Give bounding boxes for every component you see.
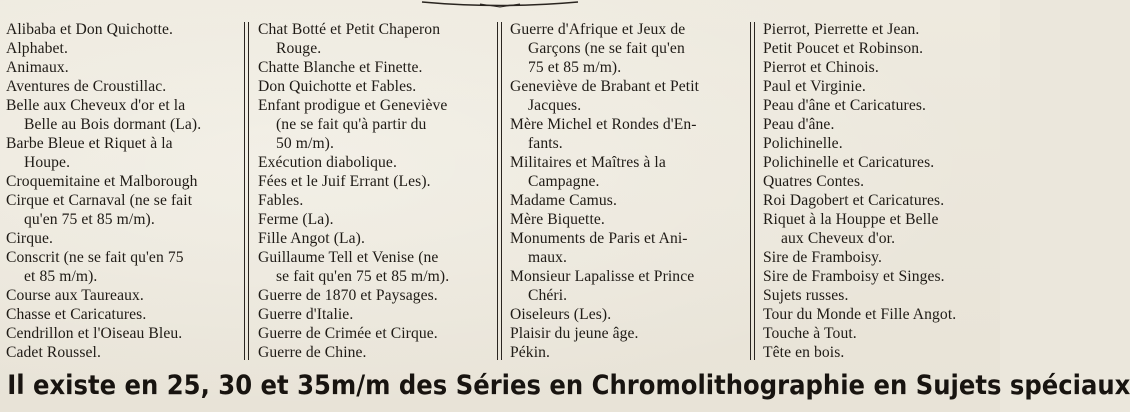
series-entry: [258, 210, 498, 229]
series-entry: [6, 343, 240, 362]
series-entry: [6, 172, 240, 191]
series-entry-line: Peau d'âne et Caricatures.: [763, 97, 927, 114]
series-entry-line: Quatres Contes.: [763, 173, 865, 190]
series-entry: [258, 77, 498, 96]
series-entry-line: Belle aux Cheveux d'or et la: [6, 97, 186, 114]
series-entry-line: Guerre d'Italie.: [258, 306, 354, 323]
series-entry: [763, 77, 998, 96]
series-entry: [763, 267, 998, 286]
series-entry-line: Monuments de Paris et Ani-: [510, 230, 688, 247]
series-entry-line: Ferme (La).: [258, 211, 334, 228]
series-entry-line: Chéri.: [528, 287, 568, 304]
series-entry: [510, 77, 750, 115]
series-entry-line: Mère Michel et Rondes d'En-: [510, 116, 697, 133]
series-entry-line: Animaux.: [6, 59, 69, 76]
series-entry-line: Geneviève de Brabant et Petit: [510, 78, 700, 95]
series-entry-line: Alibaba et Don Quichotte.: [6, 21, 174, 38]
series-entry-line: Cadet Roussel.: [6, 344, 101, 361]
series-entry-line: Enfant prodigue et Geneviève: [258, 97, 448, 114]
series-entry-line: Conscrit (ne se fait qu'en 75: [6, 249, 184, 266]
series-entry: [6, 58, 240, 77]
series-entry-line: Cendrillon et l'Oiseau Bleu.: [6, 325, 183, 342]
series-entry: [6, 20, 240, 39]
series-entry: [258, 343, 498, 362]
series-entry-line: Fables.: [258, 192, 304, 209]
series-entry-line: Don Quichotte et Fables.: [258, 78, 417, 95]
series-entry-line: Pékin.: [510, 344, 551, 361]
series-entry: [763, 343, 998, 362]
series-column-2: [258, 20, 498, 360]
series-entry-line: Guerre d'Afrique et Jeux de: [510, 21, 686, 38]
series-column-3: [510, 20, 750, 360]
series-entry-line: Cirque.: [6, 230, 54, 247]
series-entry-line: Peau d'âne.: [763, 116, 835, 133]
series-entry: [763, 20, 998, 39]
series-entry: [763, 96, 998, 115]
series-entry: [6, 134, 240, 172]
series-entry-line: Croquemitaine et Malborough: [6, 173, 198, 190]
series-entry-line: 50 m/m).: [276, 135, 334, 152]
series-entry: [258, 248, 498, 286]
series-entry-line: Riquet à la Houppe et Belle: [763, 211, 939, 228]
series-entry-line: Guerre de 1870 et Paysages.: [258, 287, 438, 304]
series-entry-line: Guerre de Crimée et Cirque.: [258, 325, 438, 342]
series-entry: [258, 286, 498, 305]
series-entry-line: Course aux Taureaux.: [6, 287, 144, 304]
series-entry-line: Pierrot, Pierrette et Jean.: [763, 21, 920, 38]
series-entry-line: se fait qu'en 75 et 85 m/m).: [276, 268, 450, 285]
series-entry-line: Tour du Monde et Fille Angot.: [763, 306, 957, 323]
series-entry: [510, 324, 750, 343]
footer-notice: Il existe en 25, 30 et 35m/m des Séries en Chromolithographie en Sujets spéciaux: [7, 370, 1130, 401]
series-entry: [763, 248, 998, 267]
series-entry-line: Barbe Bleue et Riquet à la: [6, 135, 173, 152]
series-entry-line: Campagne.: [528, 173, 600, 190]
series-entry-line: et 85 m/m).: [24, 268, 98, 285]
series-entry-line: Jacques.: [528, 97, 582, 114]
series-entry: [510, 229, 750, 267]
series-entry: [763, 39, 998, 58]
series-entry-line: Rouge.: [276, 40, 322, 57]
series-entry: [6, 324, 240, 343]
series-entry: [6, 96, 240, 134]
series-entry-line: Guillaume Tell et Venise (ne: [258, 249, 439, 266]
series-entry: [763, 115, 998, 134]
series-entry-line: Guerre de Chine.: [258, 344, 367, 361]
series-entry: [258, 96, 498, 153]
top-ornament: [420, 0, 580, 8]
series-entry: [258, 172, 498, 191]
series-entry: [258, 229, 498, 248]
series-entry-line: Petit Poucet et Robinson.: [763, 40, 924, 57]
series-entry: [258, 153, 498, 172]
series-entry: [6, 305, 240, 324]
series-column-4: [763, 20, 998, 360]
series-entry: [510, 267, 750, 305]
series-entry: [6, 191, 240, 229]
series-entry-line: Polichinelle.: [763, 135, 843, 152]
series-entry: [510, 115, 750, 153]
series-entry: [6, 248, 240, 286]
series-entry-line: Fille Angot (La).: [258, 230, 365, 247]
series-entry: [258, 324, 498, 343]
series-entry-line: Sire de Framboisy.: [763, 249, 883, 266]
series-entry: [6, 286, 240, 305]
series-entry-line: Aventures de Croustillac.: [6, 78, 167, 95]
series-entry-line: Cirque et Carnaval (ne se fait: [6, 192, 193, 209]
series-entry-line: Monsieur Lapalisse et Prince: [510, 268, 695, 285]
series-entry: [763, 134, 998, 153]
series-entry: [763, 210, 998, 248]
series-entry-line: Sujets russes.: [763, 287, 849, 304]
series-entry: [6, 39, 240, 58]
series-entry: [258, 305, 498, 324]
series-entry-line: (ne se fait qu'à partir du: [276, 116, 427, 133]
series-entry-line: Exécution diabolique.: [258, 154, 397, 171]
series-entry-line: Madame Camus.: [510, 192, 617, 209]
series-entry-line: qu'en 75 et 85 m/m).: [24, 211, 155, 228]
series-entry-line: Garçons (ne se fait qu'en: [528, 40, 685, 57]
series-entry: [510, 191, 750, 210]
series-entry-line: Chasse et Caricatures.: [6, 306, 147, 323]
series-entry-line: Alphabet.: [6, 40, 68, 57]
series-entry: [763, 191, 998, 210]
series-entry-line: maux.: [528, 249, 568, 266]
series-entry: [510, 305, 750, 324]
series-entry: [258, 58, 498, 77]
series-entry-line: Roi Dagobert et Caricatures.: [763, 192, 945, 209]
series-entry-line: Oiseleurs (Les).: [510, 306, 612, 323]
series-entry-line: Paul et Virginie.: [763, 78, 866, 95]
series-entry-line: Pierrot et Chinois.: [763, 59, 879, 76]
series-column-1: [6, 20, 240, 360]
series-entry-line: fants.: [528, 135, 563, 152]
series-entry: [510, 153, 750, 191]
series-entry-line: Polichinelle et Caricatures.: [763, 154, 935, 171]
series-entry: [6, 77, 240, 96]
series-entry-line: Mère Biquette.: [510, 211, 605, 228]
series-entry: [763, 305, 998, 324]
series-entry-line: Chat Botté et Petit Chaperon: [258, 21, 441, 38]
series-entry-line: Houpe.: [24, 154, 71, 171]
series-entry: [510, 20, 750, 77]
series-entry-line: Sire de Framboisy et Singes.: [763, 268, 945, 285]
series-entry: [763, 286, 998, 305]
series-entry: [763, 58, 998, 77]
series-entry-line: Fées et le Juif Errant (Les).: [258, 173, 431, 190]
series-entry-line: 75 et 85 m/m).: [528, 59, 622, 76]
series-entry: [763, 153, 998, 172]
series-entry-line: aux Cheveux d'or.: [781, 230, 896, 247]
series-entry: [510, 210, 750, 229]
series-entry: [258, 191, 498, 210]
series-list: [0, 20, 1000, 360]
series-entry-line: Touche à Tout.: [763, 325, 857, 342]
series-entry-line: Militaires et Maîtres à la: [510, 154, 666, 171]
series-entry-line: Tête en bois.: [763, 344, 845, 361]
series-entry: [510, 343, 750, 362]
series-entry-line: Plaisir du jeune âge.: [510, 325, 639, 342]
series-entry-line: Chatte Blanche et Finette.: [258, 59, 423, 76]
series-entry: [258, 20, 498, 58]
series-entry-line: Belle au Bois dormant (La).: [24, 116, 202, 133]
series-entry: [763, 324, 998, 343]
series-entry: [763, 172, 998, 191]
series-entry: [6, 229, 240, 248]
